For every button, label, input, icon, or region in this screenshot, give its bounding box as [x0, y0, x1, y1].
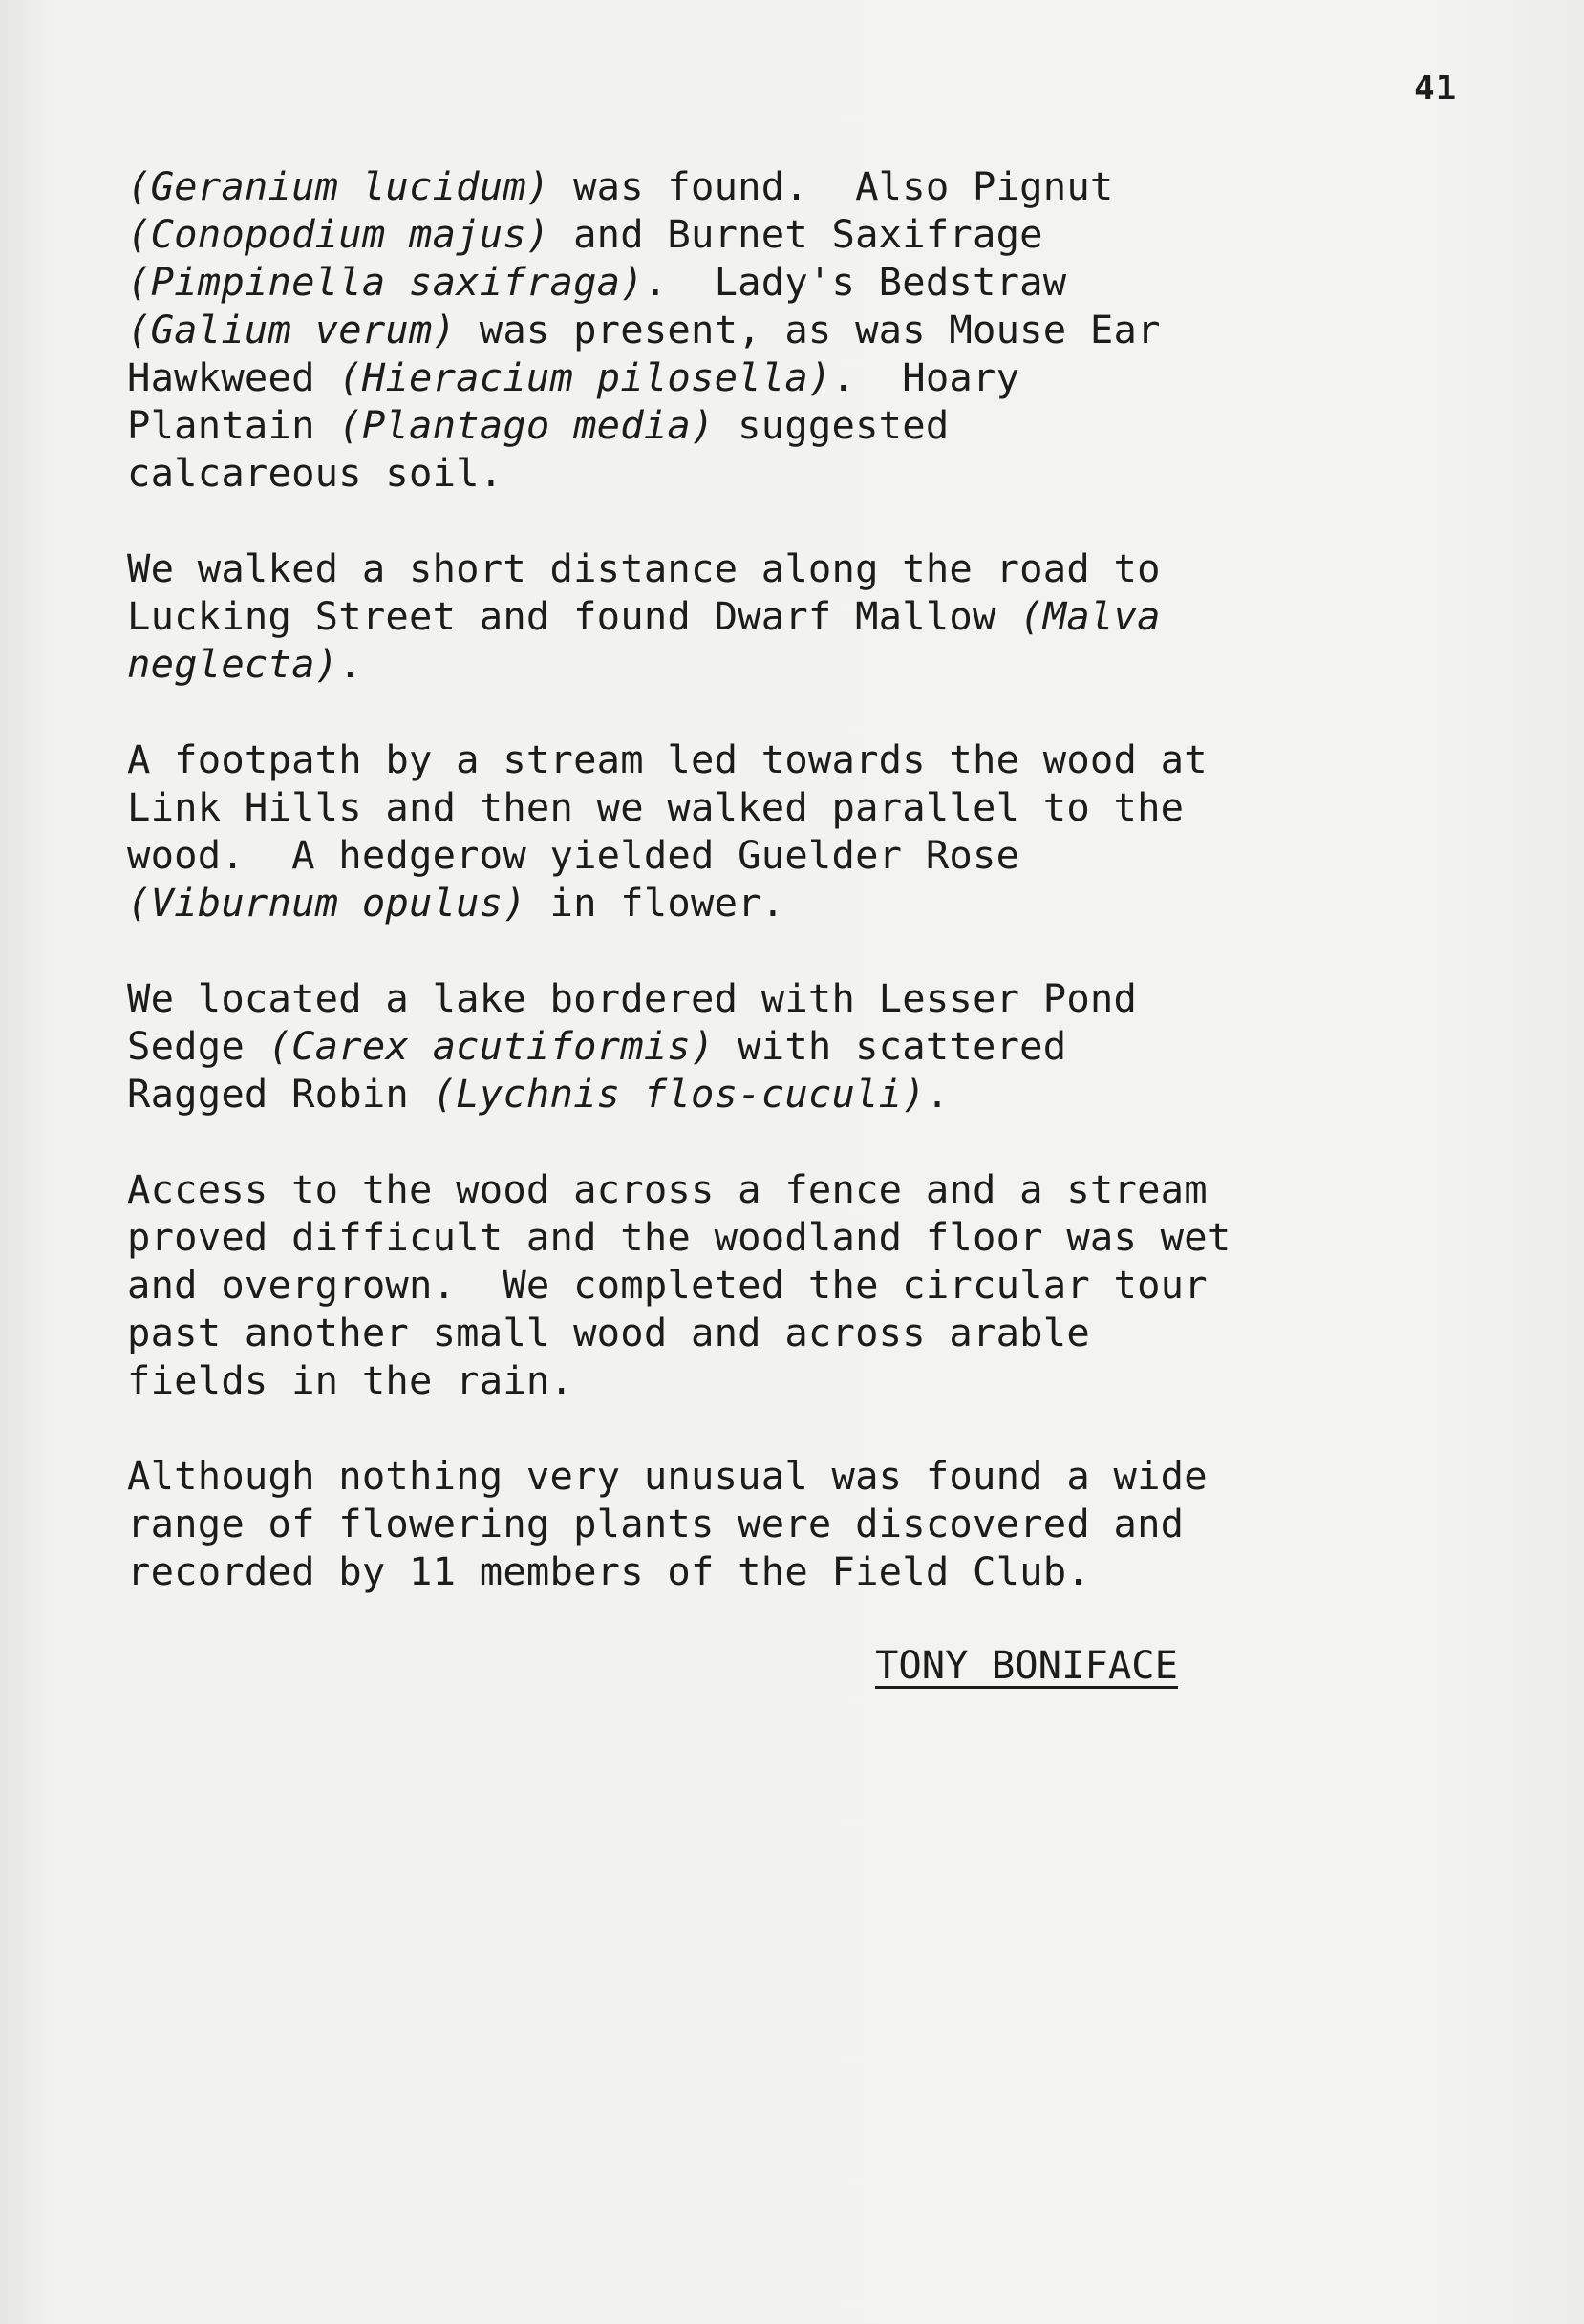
text-run: . Lady's Bedstraw	[643, 259, 1067, 305]
text-run: was found. Also Pignut	[549, 163, 1114, 209]
text-run: Plantain	[127, 402, 339, 448]
text-line	[127, 1070, 1484, 1118]
text-line	[127, 1165, 1484, 1213]
latin-name: (Viburnum opulus)	[127, 880, 526, 926]
author-signature: TONY BONIFACE	[875, 1642, 1178, 1688]
text-line	[127, 162, 1484, 210]
text-line	[127, 1261, 1484, 1309]
text-run: . Hoary	[831, 354, 1020, 400]
text-run: proved difficult and the woodland floor was wet	[127, 1214, 1231, 1260]
text-run: Hawkweed	[127, 354, 339, 400]
text-line	[127, 258, 1484, 306]
latin-name: (Geranium lucidum)	[127, 163, 550, 209]
text-run: We located a lake bordered with Lesser Pond	[127, 975, 1138, 1021]
text-run: fields in the rain.	[127, 1357, 574, 1403]
latin-name: (Hieracium pilosella)	[338, 354, 832, 400]
latin-name: (Pimpinella saxifraga)	[127, 259, 644, 305]
text-run: Link Hills and then we walked parallel to the	[127, 784, 1185, 830]
latin-name: (Galium verum)	[127, 307, 457, 352]
text-line	[127, 1452, 1484, 1500]
latin-name: (Carex acutiformis)	[268, 1023, 715, 1069]
text-run: Lucking Street and found Dwarf Mallow	[127, 593, 1020, 639]
text-line	[127, 306, 1484, 353]
text-line	[127, 353, 1484, 401]
text-run: was present, as was Mouse Ear	[456, 307, 1161, 352]
text-run: and Burnet Saxifrage	[549, 211, 1043, 257]
text-line	[127, 1022, 1484, 1070]
latin-name: neglecta)	[127, 641, 339, 687]
text-line	[127, 1309, 1484, 1356]
text-run: in flower.	[525, 880, 785, 926]
text-line	[127, 879, 1484, 927]
latin-name: (Plantago media)	[338, 402, 715, 448]
paragraph	[127, 736, 1484, 927]
article-body	[127, 162, 1484, 1643]
text-line	[127, 401, 1484, 449]
text-run: range of flowering plants were discovered and	[127, 1501, 1185, 1546]
text-run: Access to the wood across a fence and a stream	[127, 1166, 1208, 1212]
text-line	[127, 640, 1484, 688]
paragraph	[127, 162, 1484, 497]
latin-name: (Conopodium majus)	[127, 211, 550, 257]
text-run: A footpath by a stream led towards the wood at	[127, 736, 1208, 782]
text-run: past another small wood and across arable	[127, 1310, 1090, 1355]
text-run: Sedge	[127, 1023, 268, 1069]
text-line	[127, 210, 1484, 258]
text-run: Ragged Robin	[127, 1071, 433, 1117]
latin-name: (Lychnis flos-cuculi)	[432, 1071, 926, 1117]
text-line	[127, 449, 1484, 497]
text-run: recorded by 11 members of the Field Club.	[127, 1548, 1090, 1594]
paragraph	[127, 544, 1484, 688]
text-line	[127, 736, 1484, 783]
text-line	[127, 1213, 1484, 1261]
text-run: Although nothing very unusual was found a wide	[127, 1453, 1208, 1499]
page-number: 41	[1414, 69, 1458, 108]
text-run: calcareous soil.	[127, 450, 503, 496]
paragraph	[127, 974, 1484, 1118]
text-line	[127, 831, 1484, 879]
text-line	[127, 974, 1484, 1022]
text-run: with scattered	[714, 1023, 1067, 1069]
text-run: suggested	[714, 402, 950, 448]
paragraph	[127, 1452, 1484, 1595]
text-line	[127, 1356, 1484, 1404]
text-run: .	[925, 1071, 950, 1117]
paragraph	[127, 1165, 1484, 1404]
latin-name: (Malva	[1019, 593, 1161, 639]
text-line	[127, 1500, 1484, 1547]
text-run: We walked a short distance along the road to	[127, 545, 1161, 591]
text-line	[127, 783, 1484, 831]
text-run: .	[338, 641, 362, 687]
text-line	[127, 1547, 1484, 1595]
text-line	[127, 544, 1484, 592]
text-run: wood. A hedgerow yielded Guelder Rose	[127, 832, 1020, 878]
text-line	[127, 592, 1484, 640]
text-run: and overgrown. We completed the circular tour	[127, 1262, 1208, 1308]
